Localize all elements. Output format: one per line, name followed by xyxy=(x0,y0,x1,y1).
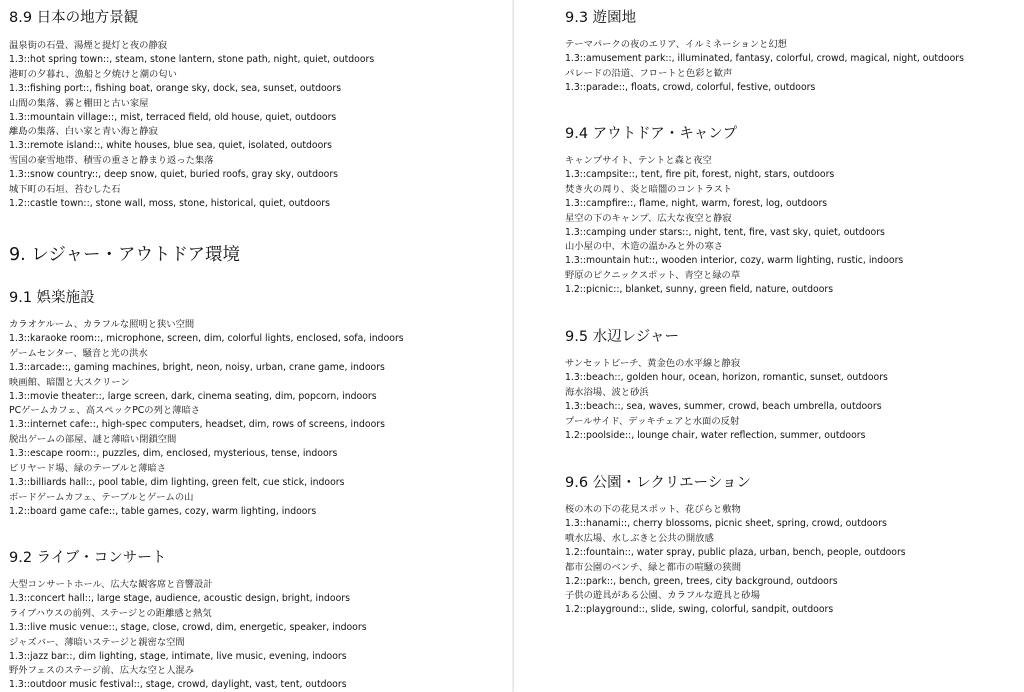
list-item xyxy=(9,125,512,154)
entry-jp: パレードの沿道、フロートと色彩と歓声 xyxy=(565,67,733,79)
list-item xyxy=(565,38,1024,67)
entry-jp: 雪国の豪雪地帯、積雪の重さと静まり返った集落 xyxy=(9,155,214,167)
entry-jp: 星空の下のキャンプ、広大な夜空と静寂 xyxy=(565,212,732,224)
entry-jp: 港町の夕暮れ、漁船と夕焼けと潮の匂い xyxy=(9,68,177,80)
section-9-2-list xyxy=(9,578,512,692)
list-item xyxy=(9,636,512,665)
list-item xyxy=(9,183,512,212)
entry-en: 1.3::mountain village::, mist, terraced field, old house, quiet, outdoors xyxy=(9,111,337,123)
entry-jp: 大型コンサートホール、広大な観客席と音響設計 xyxy=(9,579,213,590)
entry-jp: ジャズバー、薄暗いステージと親密な空間 xyxy=(9,636,185,648)
entry-en: 1.2::board game cafe::, table games, cozy, warm lighting, indoors xyxy=(9,505,317,517)
entry-en: 1.3::campfire::, flame, night, warm, forest, log, outdoors xyxy=(565,197,828,209)
entry-jp: サンセットビーチ、黄金色の水平線と静寂 xyxy=(565,358,741,369)
section-9-title: 9. レジャー・アウトドア環境 xyxy=(9,245,240,265)
section-9-3-title: 9.3 遊園地 xyxy=(565,10,637,26)
section-8-9-title: 8.9 日本の地方景観 xyxy=(9,10,139,26)
entry-en: 1.3::billiards hall::, pool table, dim lighting, green felt, cue stick, indoors xyxy=(9,476,345,488)
list-item xyxy=(9,433,512,462)
list-item xyxy=(565,386,1024,415)
list-item xyxy=(9,462,512,491)
entry-en: 1.3::campsite::, tent, fire pit, forest, night, stars, outdoors xyxy=(565,169,835,180)
list-item xyxy=(9,664,512,692)
entry-jp: PCゲームカフェ、高スペックPCの列と薄暗さ xyxy=(9,405,201,417)
list-item xyxy=(9,376,512,405)
section-9-4-list xyxy=(565,154,1024,298)
list-item xyxy=(9,318,512,347)
entry-jp: 桜の木の下の花見スポット、花びらと敷物 xyxy=(565,504,741,515)
entry-en: 1.3::escape room::, puzzles, dim, enclosed, mysterious, tense, indoors xyxy=(9,448,338,460)
entry-jp: 子供の遊具がある公園、カラフルな遊具と砂場 xyxy=(565,590,760,602)
entry-en: 1.3::movie theater::, large screen, dark, cinema seating, dim, popcorn, indoors xyxy=(9,390,377,402)
entry-en: 1.3::outdoor music festival::, stage, crowd, daylight, vast, tent, outdoors xyxy=(9,679,347,691)
entry-jp: 噴水広場、水しぶきと公共の開放感 xyxy=(565,532,714,544)
list-item xyxy=(565,589,1024,618)
section-9-6-list xyxy=(565,503,1024,618)
entry-jp: ビリヤード場、緑のテーブルと薄暗さ xyxy=(9,462,167,474)
list-item xyxy=(565,357,1024,386)
list-item xyxy=(9,404,512,433)
entry-en: 1.3::amusement park::, illuminated, fantasy, colorful, crowd, magical, night, outdoors xyxy=(565,53,964,64)
entry-en: 1.3::concert hall::, large stage, audience, acoustic design, bright, indoors xyxy=(9,593,350,604)
list-item xyxy=(565,561,1024,590)
entry-jp: 野原のピクニックスポット、青空と緑の草 xyxy=(565,270,741,282)
entry-en: 1.2::castle town::, stone wall, moss, stone, historical, quiet, outdoors xyxy=(9,197,330,209)
list-item xyxy=(565,240,1024,269)
entry-jp: 山小屋の中、木造の温かみと外の寒さ xyxy=(565,241,724,253)
list-item xyxy=(9,68,512,97)
entry-en: 1.2::park::, bench, green, trees, city background, outdoors xyxy=(565,575,838,587)
entry-en: 1.3::internet cafe::, high-spec computers, headset, dim, rows of screens, indoors xyxy=(9,419,385,431)
list-item xyxy=(565,269,1024,298)
entry-en: 1.3::arcade::, gaming machines, bright, neon, noisy, urban, crane game, indoors xyxy=(9,361,385,373)
list-item xyxy=(565,67,1024,96)
section-9-1-list xyxy=(9,318,512,520)
entry-jp: プールサイド、デッキチェアと水面の反射 xyxy=(565,415,740,427)
section-8-9-list xyxy=(9,39,512,212)
entry-en: 1.3::fishing port::, fishing boat, orange sky, dock, sea, sunset, outdoors xyxy=(9,82,342,94)
section-9-2-title: 9.2 ライブ・コンサート xyxy=(9,550,167,566)
list-item xyxy=(9,491,512,520)
entry-jp: 脱出ゲームの部屋、謎と薄暗い閉鎖空間 xyxy=(9,434,177,446)
entry-jp: ボードゲームカフェ、テーブルとゲームの山 xyxy=(9,491,194,503)
entry-en: 1.3::parade::, floats, crowd, colorful, festive, outdoors xyxy=(565,81,816,93)
entry-en: 1.3::jazz bar::, dim lighting, stage, intimate, live music, evening, indoors xyxy=(9,650,347,662)
entry-en: 1.3::hot spring town::, steam, stone lantern, stone path, night, quiet, outdoors xyxy=(9,54,375,65)
entry-en: 1.2::picnic::, blanket, sunny, green field, nature, outdoors xyxy=(565,284,834,296)
entry-jp: ゲームセンター、騒音と光の洪水 xyxy=(9,347,148,359)
list-item xyxy=(9,607,512,636)
entry-en: 1.2::poolside::, lounge chair, water reflection, summer, outdoors xyxy=(565,429,866,441)
entry-en: 1.3::mountain hut::, wooden interior, cozy, warm lighting, rustic, indoors xyxy=(565,255,904,267)
entry-jp: 都市公園のベンチ、緑と都市の喧騒の狭間 xyxy=(565,561,741,573)
section-9-5-title: 9.5 水辺レジャー xyxy=(565,329,680,345)
entry-jp: 海水浴場、波と砂浜 xyxy=(565,386,649,398)
entry-jp: 焚き火の周り、炎と暗闇のコントラスト xyxy=(565,183,733,195)
entry-en: 1.3::remote island::, white houses, blue sea, quiet, isolated, outdoors xyxy=(9,140,332,152)
entry-en: 1.3::karaoke room::, microphone, screen, dim, colorful lights, enclosed, sofa, indoors xyxy=(9,333,404,344)
list-item xyxy=(565,415,1024,444)
entry-jp: 山間の集落、霧と棚田と古い家屋 xyxy=(9,97,149,109)
section-9-6-title: 9.6 公園・レクリエーション xyxy=(565,475,752,491)
list-item xyxy=(565,532,1024,561)
list-item xyxy=(9,347,512,376)
entry-en: 1.3::hanami::, cherry blossoms, picnic sheet, spring, crowd, outdoors xyxy=(565,518,887,529)
section-9-4-title: 9.4 アウトドア・キャンプ xyxy=(565,126,738,142)
entry-en: 1.3::beach::, sea, waves, summer, crowd, beach umbrella, outdoors xyxy=(565,400,882,412)
entry-jp: 映画館、暗闇と大スクリーン xyxy=(9,376,130,388)
list-item xyxy=(9,154,512,183)
entry-jp: ライブハウスの前列、ステージとの距離感と熱気 xyxy=(9,607,212,619)
section-9-1-title: 9.1 娯楽施設 xyxy=(9,290,95,306)
entry-en: 1.3::live music venue::, stage, close, crowd, dim, energetic, speaker, indoors xyxy=(9,621,367,633)
list-item xyxy=(9,39,512,68)
entry-jp: 野外フェスのステージ前、広大な空と人混み xyxy=(9,665,195,677)
right-page xyxy=(514,0,1024,692)
entry-jp: キャンプサイト、テントと森と夜空 xyxy=(565,155,712,166)
entry-en: 1.3::beach::, golden hour, ocean, horizon, romantic, sunset, outdoors xyxy=(565,372,888,383)
entry-en: 1.3::camping under stars::, night, tent, fire, vast sky, quiet, outdoors xyxy=(565,226,885,238)
entry-en: 1.2::fountain::, water spray, public plaza, urban, bench, people, outdoors xyxy=(565,546,906,558)
list-item xyxy=(565,154,1024,183)
entry-jp: テーマパークの夜のエリア、イルミネーションと幻想 xyxy=(565,39,787,50)
entry-jp: 城下町の石垣、苔むした石 xyxy=(9,183,121,195)
list-item xyxy=(9,97,512,126)
section-9-5-list xyxy=(565,357,1024,443)
entry-jp: 温泉街の石畳、湯煙と提灯と夜の静寂 xyxy=(9,40,168,51)
list-item xyxy=(565,503,1024,532)
entry-jp: カラオケルーム、カラフルな照明と狭い空間 xyxy=(9,319,195,330)
entry-en: 1.3::snow country::, deep snow, quiet, buried roofs, gray sky, outdoors xyxy=(9,169,339,181)
list-item xyxy=(565,212,1024,241)
entry-jp: 離島の集落、白い家と青い海と静寂 xyxy=(9,126,158,138)
section-9-3-list xyxy=(565,38,1024,96)
entry-en: 1.2::playground::, slide, swing, colorful, sandpit, outdoors xyxy=(565,604,834,616)
list-item xyxy=(9,578,512,607)
list-item xyxy=(565,183,1024,212)
